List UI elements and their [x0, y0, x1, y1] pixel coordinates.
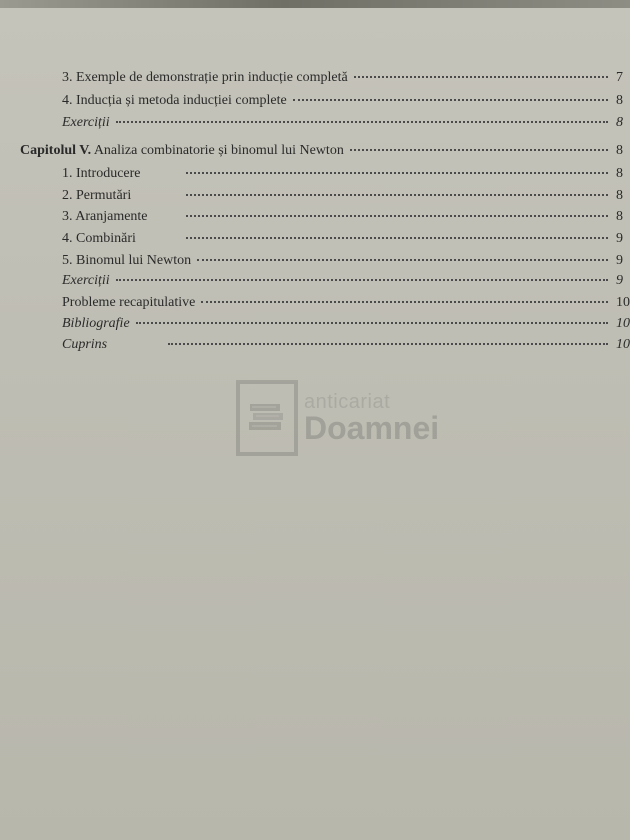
chapter-title: Analiza combinatorie și binomul lui Newton	[93, 143, 344, 158]
toc-entry-page: 9	[616, 231, 623, 246]
dot-leader	[293, 99, 608, 101]
toc-entry	[62, 273, 630, 293]
dot-leader	[116, 121, 608, 123]
dot-leader	[116, 279, 608, 281]
toc-entry-label: Exerciții	[62, 273, 110, 288]
toc-entry-label: Cuprins	[62, 337, 108, 352]
toc-chapter-entry	[20, 143, 630, 163]
toc-entry	[62, 316, 630, 336]
watermark	[236, 380, 439, 456]
toc-entry-page: 10	[616, 337, 630, 352]
toc-entry-page: 8	[616, 188, 623, 203]
dot-leader	[168, 343, 608, 345]
dot-leader	[186, 215, 608, 217]
toc-entry	[62, 188, 630, 208]
toc-entry-page: 8	[616, 93, 623, 108]
toc-entry	[62, 70, 630, 90]
toc-entry-page: 7	[616, 70, 623, 85]
books-logo-icon	[236, 380, 298, 456]
dot-leader	[197, 259, 608, 261]
toc-entry-label	[20, 143, 350, 159]
toc-entry-page: 9	[616, 253, 623, 268]
toc-entry	[62, 253, 630, 273]
dot-leader	[136, 322, 608, 324]
toc-entry	[62, 295, 630, 315]
dot-leader	[201, 301, 608, 303]
toc-entry	[62, 115, 630, 135]
toc-entry-label: 4. Combinări	[62, 231, 136, 246]
toc-entry	[62, 231, 630, 251]
watermark-big-text: Doamnei	[304, 410, 440, 446]
watermark-text	[304, 392, 439, 444]
toc-entry-label: 5. Binomul lui Newton	[62, 253, 192, 268]
toc-entry-label: 2. Permutări	[62, 188, 132, 203]
toc-entry-label: Probleme recapitulative	[62, 295, 196, 310]
toc-entry-page: 8	[616, 115, 623, 130]
toc-entry	[62, 209, 630, 229]
toc-entry	[62, 166, 630, 186]
dot-leader	[186, 194, 608, 196]
toc-entry	[62, 337, 630, 357]
dot-leader	[350, 149, 608, 151]
dot-leader	[186, 237, 608, 239]
chapter-prefix: Capitolul V.	[20, 143, 92, 158]
toc-entry-page: 8	[616, 209, 623, 224]
dot-leader	[186, 172, 608, 174]
toc-entry-label: 3. Aranjamente	[62, 209, 148, 224]
toc-entry	[62, 93, 630, 113]
toc-entry-label: 1. Introducere	[62, 166, 141, 181]
toc-entry-page: 10	[616, 295, 630, 310]
toc-entry-page: 9	[616, 273, 623, 288]
toc-entry-label: 3. Exemple de demonstrație prin inducție completă	[62, 70, 348, 85]
toc-entry-page: 8	[616, 166, 623, 181]
toc-entry-label: Exerciții	[62, 115, 110, 130]
toc-entry-page: 10	[616, 316, 630, 331]
toc-entry-page: 8	[616, 143, 623, 158]
dot-leader	[354, 76, 608, 78]
toc-entry-label: Bibliografie	[62, 316, 130, 331]
toc-entry-label: 4. Inducția și metoda inducției complete	[62, 93, 287, 108]
watermark-small-text: anticariat	[304, 391, 391, 413]
